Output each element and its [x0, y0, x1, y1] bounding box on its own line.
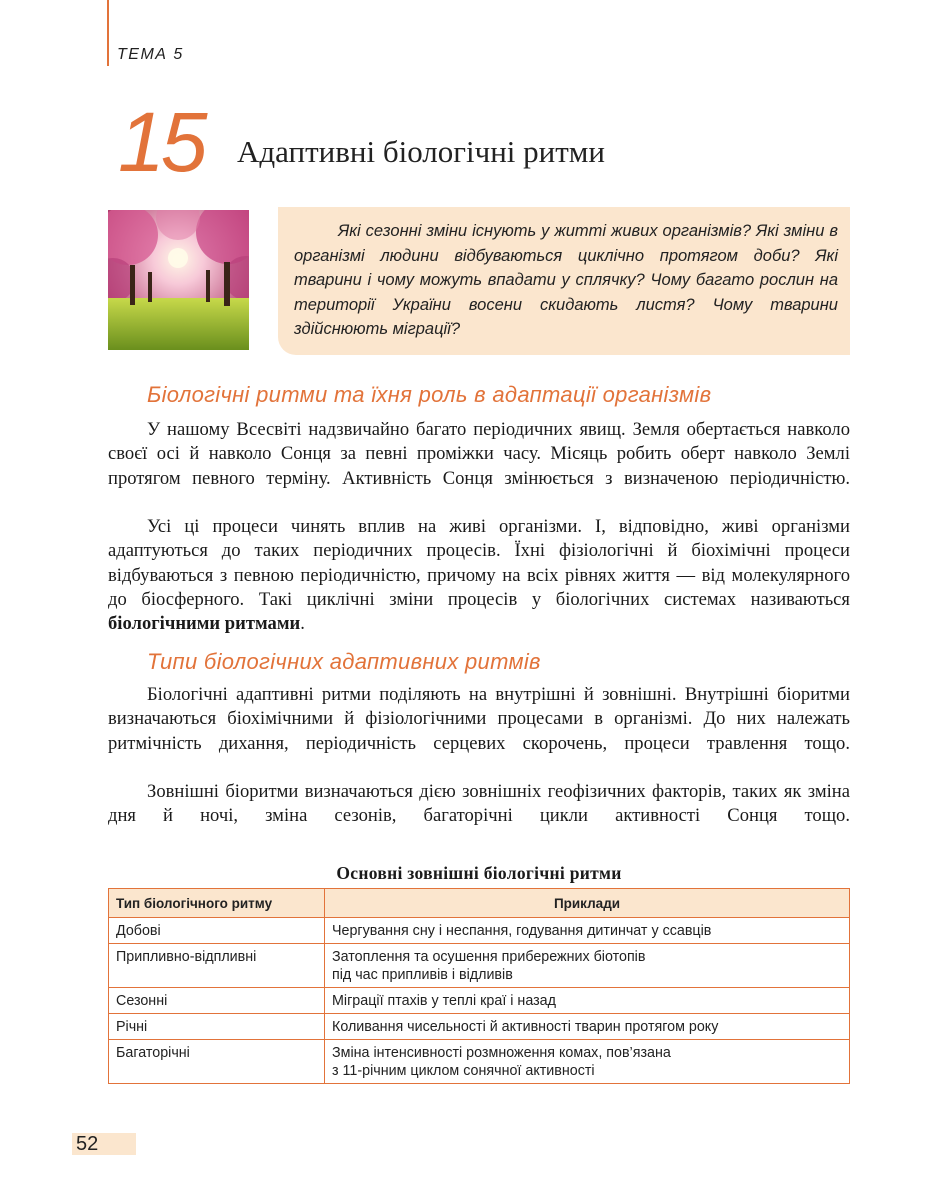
- section-heading-biorhythms: Біологічні ритми та їхня роль в адаптації організмів: [147, 382, 712, 407]
- intro-questions: [294, 219, 838, 342]
- table-cell: Припливно-відпливні: [109, 944, 325, 988]
- table-header-row: [109, 889, 850, 918]
- table-cell: Коливання чисельності й активності тварин протягом року: [325, 1014, 850, 1040]
- table-header-cell: Приклади: [325, 889, 850, 918]
- paragraph: Усі ці процеси чинять вплив на живі організми. І, відповідно, живі організми адаптуються до таких періодичних процесів. Їхні фізіологічні й біохімічні процеси відбуваються з певною періодичністю, причому на всіх рівнях життя — від молекулярного до біосферного. Такі циклічні зміни процесів у біологічних системах називаються біологічними ритмами.: [108, 516, 850, 635]
- table-cell: Добові: [109, 918, 325, 944]
- table-cell: Річні: [109, 1014, 325, 1040]
- paragraph: Біологічні адаптивні ритми поділяють на внутрішні й зовнішні. Внутрішні біоритми визначаються біохімічними й фізіологічними процесами в організмі. До них належать ритмічність дихання, періодичність серцевих скорочень, процеси травлення тощо.: [108, 684, 850, 754]
- questions-text: Які сезонні зміни існують у житті живих організмів? Які зміни в організмі людини відбуваються циклічно протягом доби? Які тварини і чому можуть впадати у сплячку? Чому багато рослин на території України восени скидають листя? Чому тварини здійснюють міграції?: [294, 222, 838, 338]
- chapter-number: 15: [118, 95, 204, 189]
- header-rule: [107, 0, 109, 66]
- table-row: [109, 918, 850, 944]
- table-cell: Затоплення та осушення прибережних біотопів під час припливів і відливів: [325, 944, 850, 988]
- table-cell: Сезонні: [109, 988, 325, 1014]
- section-heading-types: Типи біологічних адаптивних ритмів: [147, 649, 541, 674]
- table-row: [109, 988, 850, 1014]
- table-row: [109, 1014, 850, 1040]
- page-number: 52: [76, 1133, 99, 1155]
- table-cell: Міграції птахів у теплі краї і назад: [325, 988, 850, 1014]
- table-row: [109, 944, 850, 988]
- paragraph: У нашому Всесвіті надзвичайно багато періодичних явищ. Земля обертається навколо своєї осі й навколо Сонця за певні проміжки часу. Місяць робить оберт навколо Землі протягом певного терміну. Активність Сонця змінюється з визначеною періодичністю.: [108, 419, 850, 489]
- table-row: [109, 1040, 850, 1084]
- paragraph: Зовнішні біоритми визначаються дією зовнішніх геофізичних факторів, таких як зміна дня й ночі, зміна сезонів, багаторічні цикли активності Сонця тощо.: [108, 781, 850, 827]
- table-cell: Чергування сну і неспання, годування дитинчат у ссавців: [325, 918, 850, 944]
- table-header-cell: Тип біологічного ритму: [109, 889, 325, 918]
- table-cell: Багаторічні: [109, 1040, 325, 1084]
- topic-label: ТЕМА 5: [117, 46, 184, 63]
- key-term: біологічними ритмами: [108, 613, 301, 635]
- cherry-blossom-photo: [108, 210, 249, 350]
- table-cell: Зміна інтенсивності розмноження комах, пов’язана з 11-річним циклом сонячної активності: [325, 1040, 850, 1084]
- table-caption: Основні зовнішні біологічні ритми: [336, 863, 622, 883]
- page-number-tab: [72, 1133, 136, 1155]
- chapter-title: Адаптивні біологічні ритми: [237, 134, 605, 169]
- rhythms-table: [108, 888, 850, 1084]
